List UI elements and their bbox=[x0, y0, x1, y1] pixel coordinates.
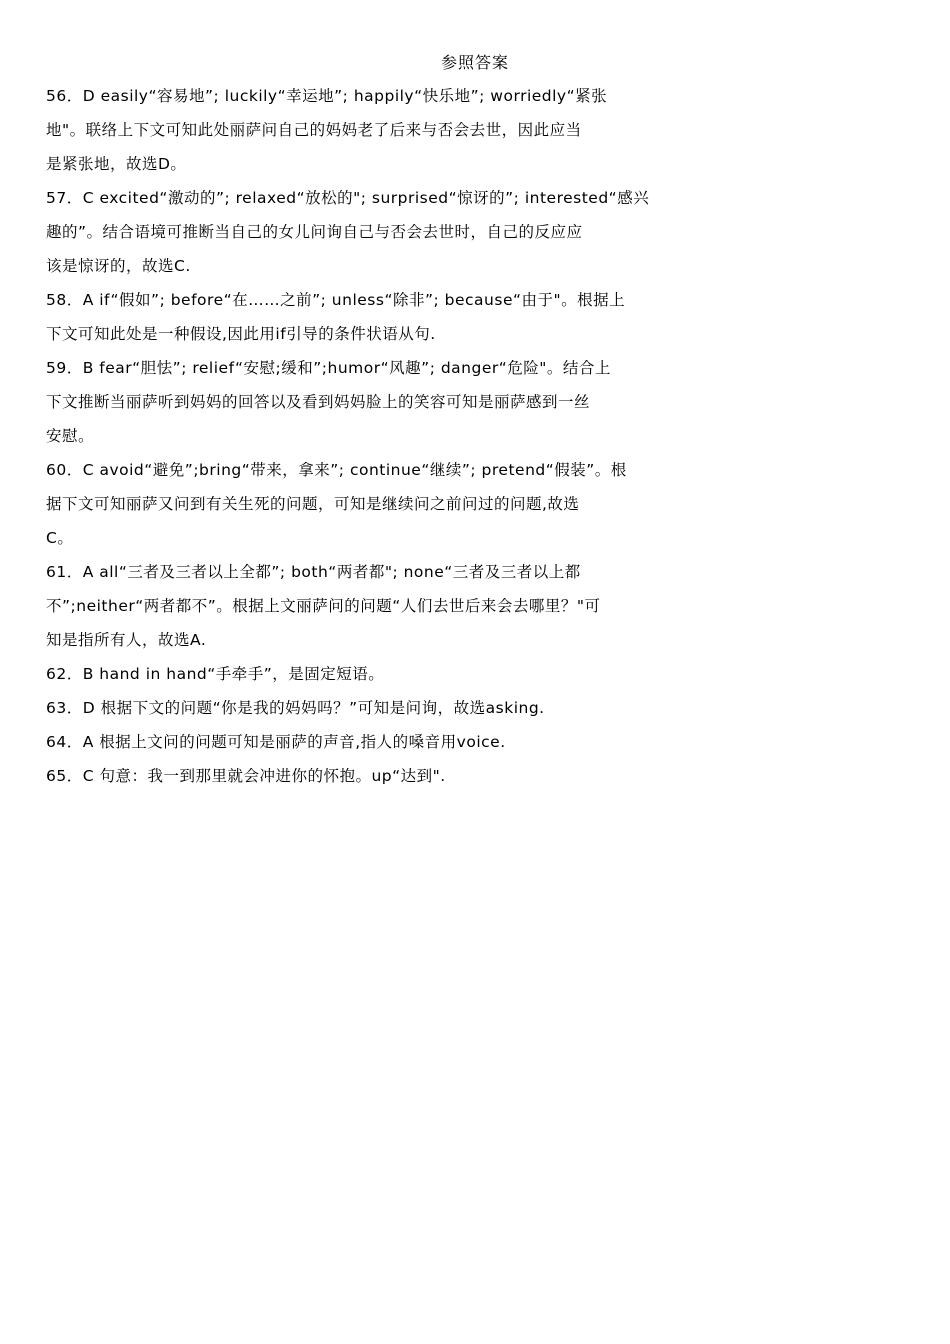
answer-list bbox=[46, 84, 916, 798]
text-line: 56．D easily“容易地”; luckily“幸运地”; happily“快乐地”; worriedly“紧张 bbox=[46, 87, 608, 105]
text-line: 据下文可知丽萨又问到有关生死的问题，可知是继续问之前问过的问题,故选 bbox=[46, 495, 580, 513]
text-line: C。 bbox=[46, 529, 74, 547]
text-line: 该是惊讶的，故选C. bbox=[46, 257, 191, 275]
text-line: 63．D 根据下文的问题“你是我的妈妈吗？”可知是问询，故选asking. bbox=[46, 699, 545, 717]
text-line: 下文推断当丽萨听到妈妈的回答以及看到妈妈脸上的笑容可知是丽萨感到一丝 bbox=[46, 393, 591, 411]
text-line: 64．A 根据上文问的问题可知是丽萨的声音,指人的嗓音用voice. bbox=[46, 733, 506, 751]
text-line: 趣的”。结合语境可推断当自己的女儿问询自己与否会去世时，自己的反应应 bbox=[46, 223, 583, 241]
text-line: 知是指所有人，故选A. bbox=[46, 631, 207, 649]
text-line: 58．A if“假如”; before“在……之前”; unless“除非”; because“由于"。根据上 bbox=[46, 291, 626, 309]
text-line: 不”;neither“两者都不”。根据上文丽萨问的问题“人们去世后来会去哪里？"可 bbox=[46, 597, 601, 615]
text-line: 下文可知此处是一种假设,因此用if引导的条件状语从句. bbox=[46, 325, 436, 343]
text-line: 安慰。 bbox=[46, 427, 95, 445]
text-line: 是紧张地，故选D。 bbox=[46, 155, 187, 173]
text-line: 62．B hand in hand“手牵手”，是固定短语。 bbox=[46, 665, 385, 683]
text-line: 地"。联络上下文可知此处丽萨问自己的妈妈老了后来与否会去世，因此应当 bbox=[46, 121, 582, 139]
text-line: 59．B fear“胆怯”; relief“安慰;缓和”;humor“风趣”; danger“危险"。结合上 bbox=[46, 359, 611, 377]
text-line: 65．C 句意：我一到那里就会冲进你的怀抱。up“达到". bbox=[46, 767, 446, 785]
text-line: 57．C excited“激动的”; relaxed“放松的"; surprised“惊讶的”; interested“感兴 bbox=[46, 189, 650, 207]
page-title: 参照答案 bbox=[440, 53, 509, 72]
text-line: 61．A all“三者及三者以上全都”; both“两者都"; none“三者及三者以上都 bbox=[46, 563, 581, 581]
text-line: 60．C avoid“避免”;bring“带来，拿来”; continue“继续”; pretend“假装”。根 bbox=[46, 461, 627, 479]
